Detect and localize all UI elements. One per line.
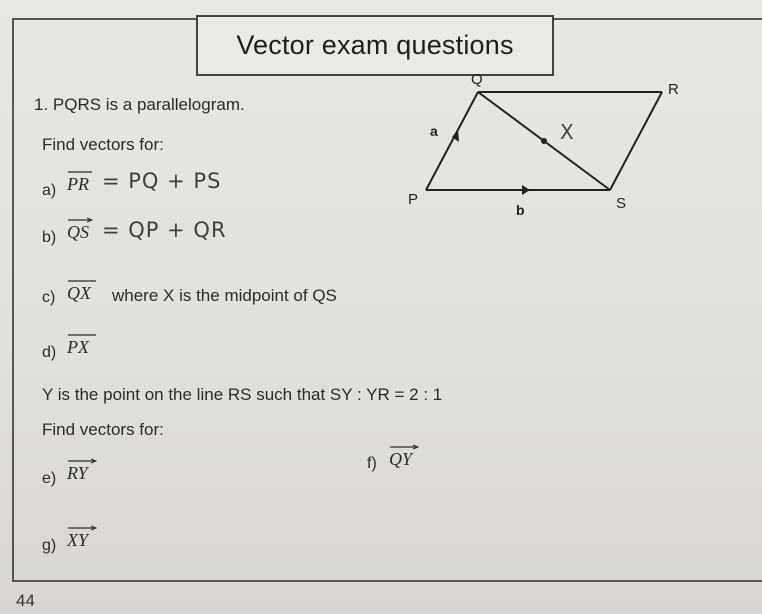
- vector-xy: XY: [67, 530, 88, 551]
- part-g-label: g): [42, 537, 57, 554]
- vector-bar-icon: [67, 169, 93, 175]
- part-d-label: d): [42, 344, 57, 361]
- find-vectors-label-2: Find vectors for:: [42, 420, 164, 439]
- edge-label-b: b: [516, 202, 525, 218]
- midpoint-dot: [541, 138, 547, 144]
- vertex-s: S: [616, 195, 627, 212]
- edge-pq: [426, 92, 478, 190]
- part-f-label: f): [367, 455, 377, 472]
- arrow-b-icon: [522, 185, 530, 195]
- find-vectors-label: Find vectors for:: [42, 135, 164, 154]
- vector-pr: PR: [67, 174, 89, 195]
- vector-arrow-icon: [67, 525, 97, 531]
- handwritten-answer-b: = QP + QR: [102, 218, 227, 242]
- vector-qs: QS: [67, 222, 89, 243]
- part-c-note: where X is the midpoint of QS: [112, 286, 337, 305]
- vector-qy: QY: [389, 449, 412, 470]
- vertex-q: Q: [471, 71, 483, 88]
- title-box: [196, 15, 554, 76]
- part-a-label: a): [42, 182, 57, 199]
- vector-arrow-icon: [389, 444, 419, 450]
- vector-arrow-icon: [67, 217, 93, 223]
- edge-rs: [610, 92, 662, 190]
- page-number: 44: [16, 591, 35, 610]
- vector-px: PX: [67, 337, 89, 358]
- vector-arrow-icon: [67, 458, 97, 464]
- part-c-label: c): [42, 289, 56, 306]
- vector-qx: QX: [67, 283, 91, 304]
- question-intro: 1. PQRS is a parallelogram.: [34, 95, 245, 114]
- vertex-r: R: [668, 81, 679, 98]
- vector-ry: RY: [67, 463, 88, 484]
- vector-bar-icon: [67, 332, 97, 338]
- handwritten-answer-a: = PQ + PS: [102, 169, 222, 193]
- page-title: Vector exam questions: [236, 30, 514, 60]
- part-e-label: e): [42, 470, 57, 487]
- y-point-statement: Y is the point on the line RS such that SY : YR = 2 : 1: [42, 385, 443, 404]
- handwritten-x-mark: X: [560, 120, 574, 144]
- vertex-p: P: [408, 191, 419, 208]
- parallelogram-diagram: [400, 70, 700, 220]
- edge-label-a: a: [430, 123, 438, 139]
- vector-bar-icon: [67, 278, 97, 284]
- part-b-label: b): [42, 229, 57, 246]
